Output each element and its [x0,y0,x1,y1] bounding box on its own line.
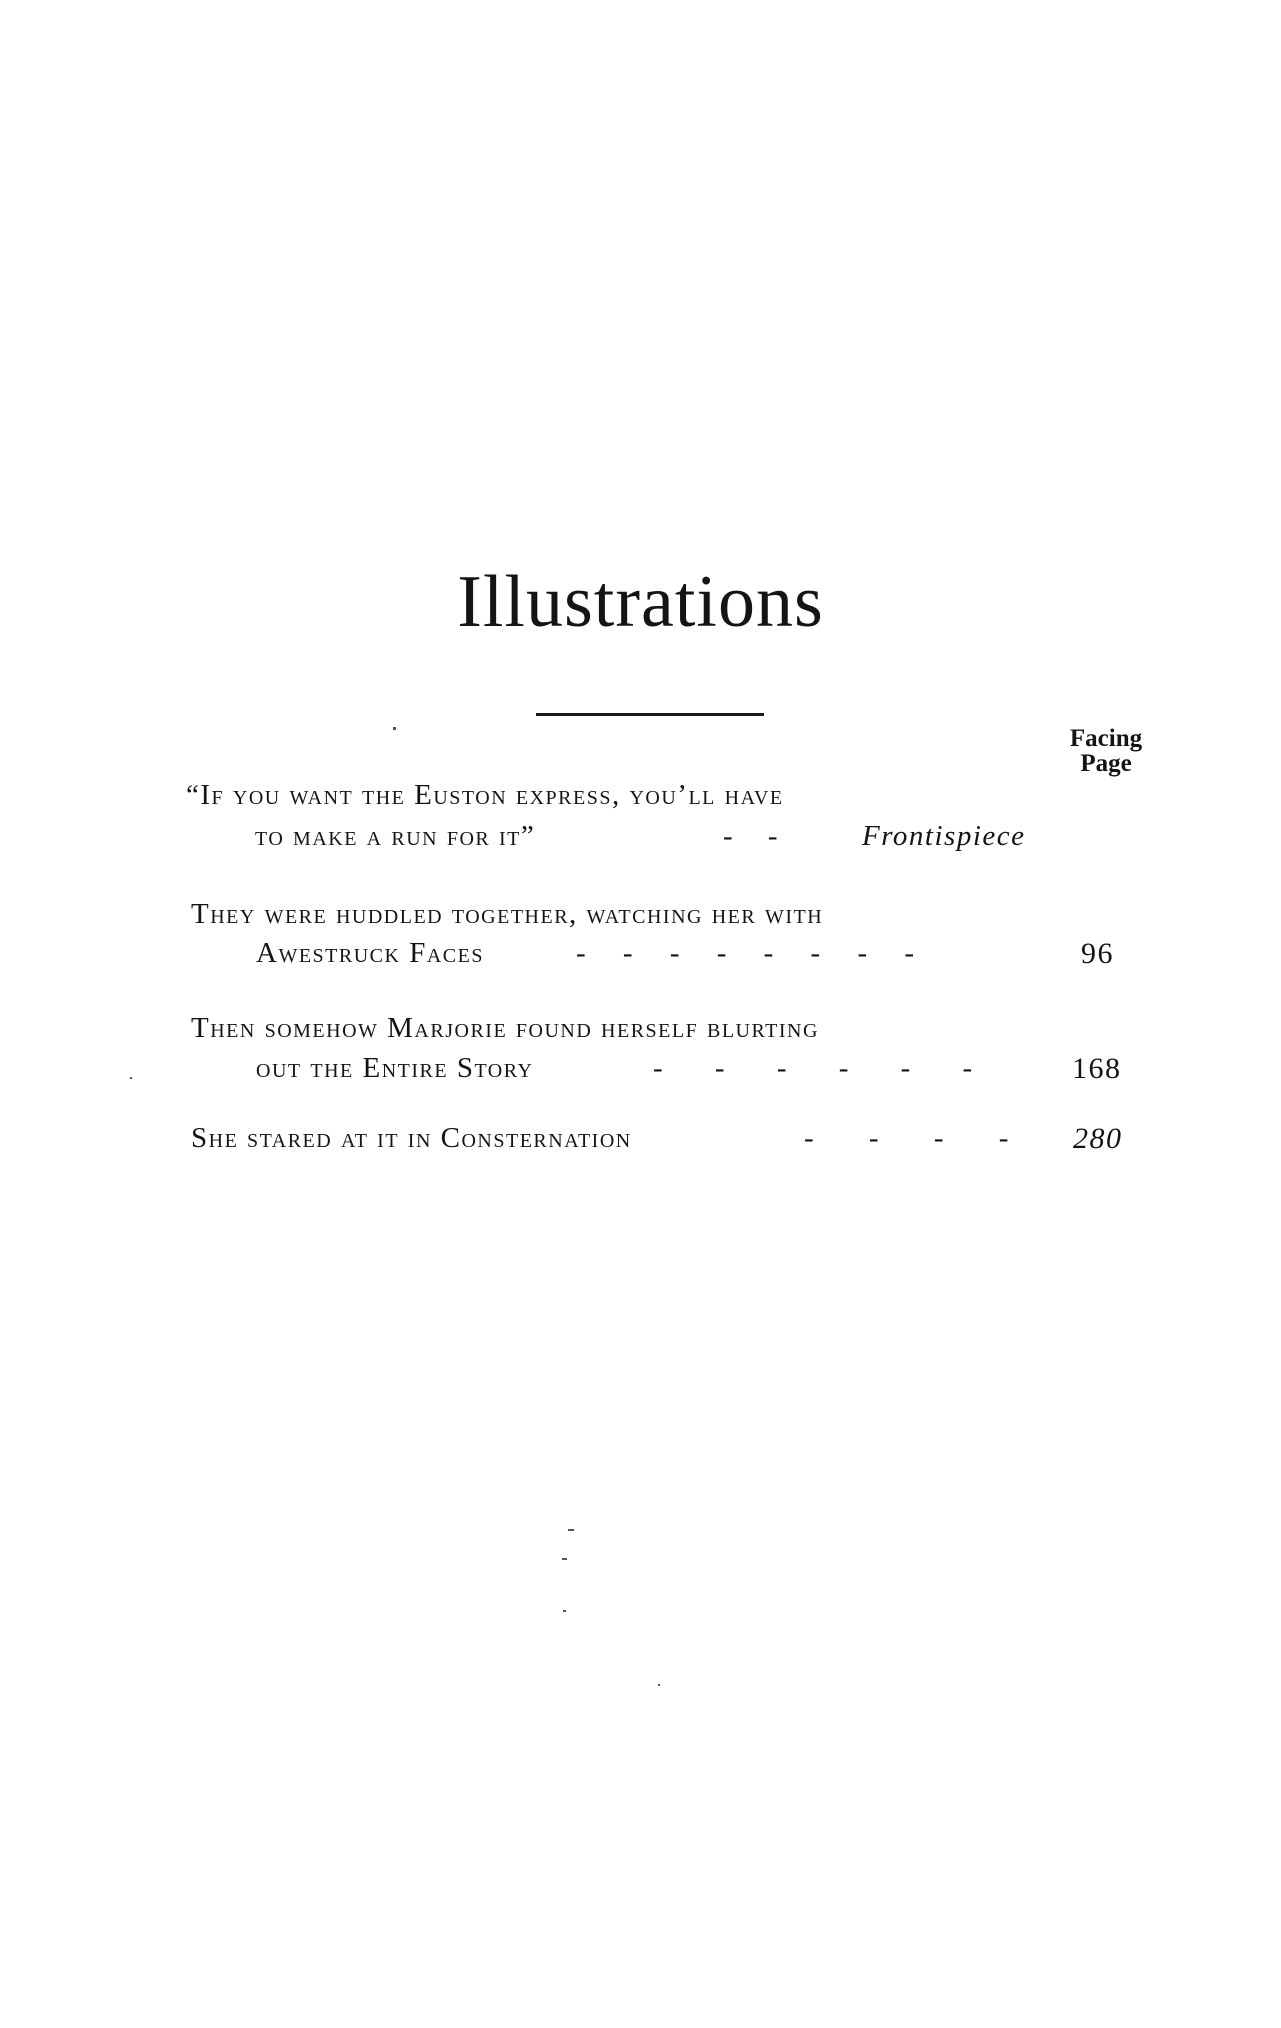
illustration-caption-line1: “If you want the Euston express, you’ll have [186,779,784,811]
scan-speck [658,1684,660,1686]
facing-label: Facing [1069,725,1143,752]
page-number: 168 [1072,1052,1122,1085]
scan-speck [393,727,396,730]
illustration-caption-line2: to make a run for it” [255,820,536,852]
page-title: Illustrations [457,561,824,643]
title-rule [536,713,764,716]
page-label: Page [1080,750,1132,777]
illustration-caption-line1: They were huddled together, watching her with [191,898,824,930]
scan-speck [130,1077,132,1079]
page-reference: Frontispiece [862,820,1026,852]
page-number: 280 [1073,1122,1123,1155]
dot-leader: - - [723,820,778,852]
scan-speck [563,1610,566,1612]
page-number: 96 [1081,937,1114,970]
illustration-caption-line1: Then somehow Marjorie found herself blurting [191,1012,819,1044]
scan-speck [562,1558,567,1560]
dot-leader: - - - - - - - - [576,937,915,969]
dot-leader: - - - - - - [653,1052,973,1084]
dot-leader: - - - - [804,1122,1009,1154]
illustration-caption-line1: She stared at it in Consternation [191,1122,632,1154]
illustration-caption-line2: Awestruck Faces [256,937,484,969]
scan-speck [568,1529,574,1531]
facing-page-header [1056,726,1156,776]
illustration-caption-line2: out the Entire Story [256,1052,534,1084]
